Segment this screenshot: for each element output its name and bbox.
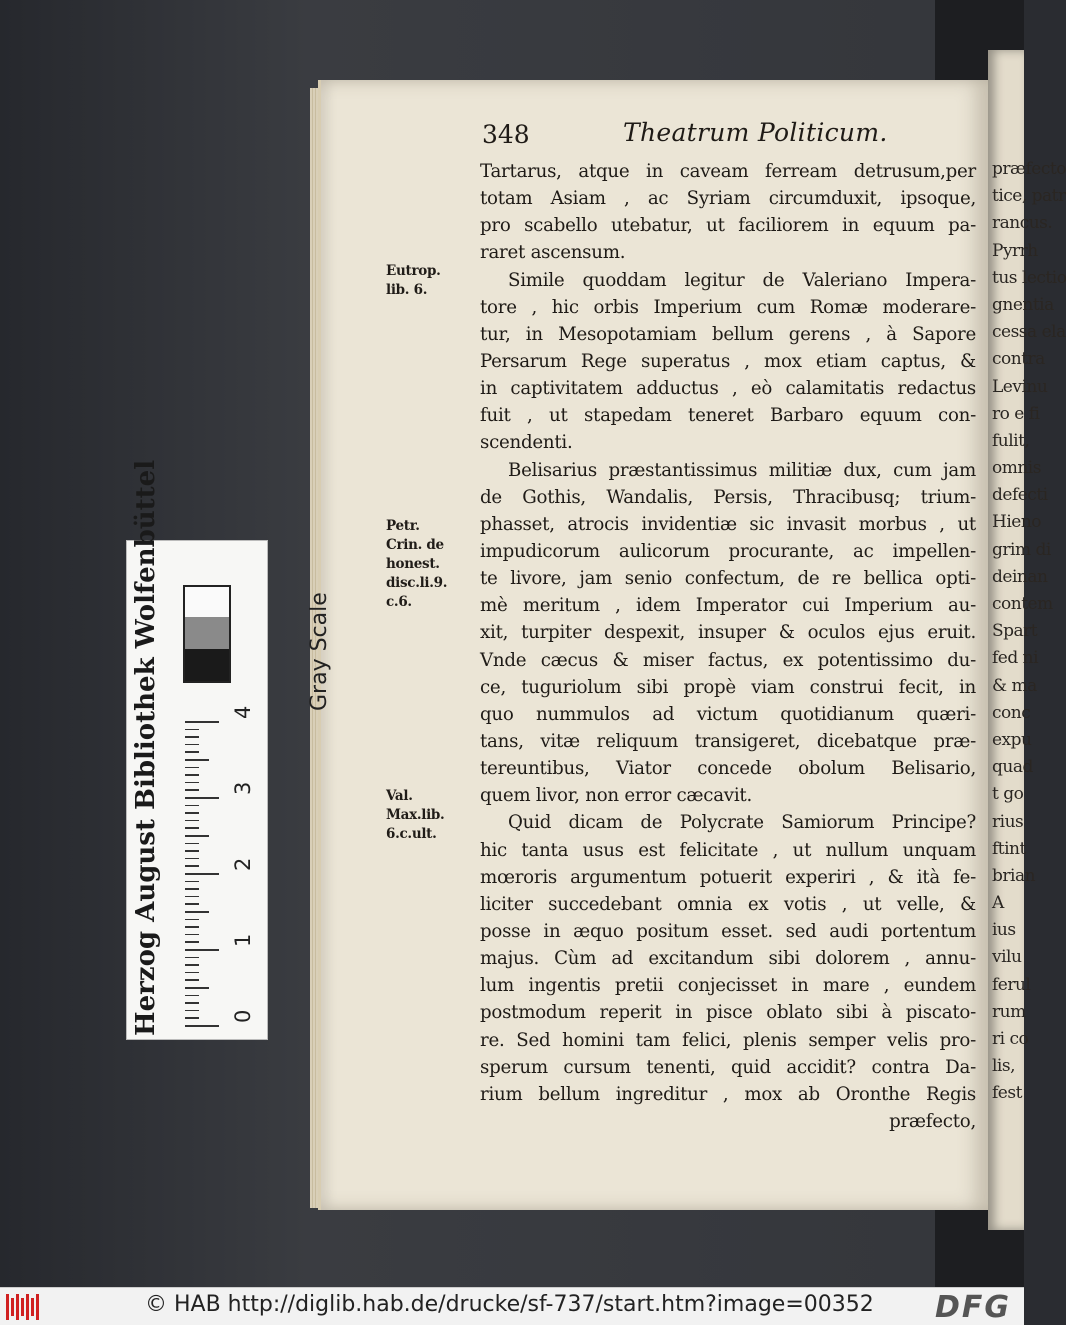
fragment-line: rancus. [992, 213, 1053, 234]
ruler-tick [185, 850, 199, 852]
marginal-line: lib. 6. [386, 282, 428, 298]
text-line: totam Asiam , ac Syriam circumduxit, ipsoque, [480, 188, 976, 210]
fragment-line: ri co [992, 1029, 1029, 1049]
fragment-line: A [992, 893, 1004, 914]
marginal-line: Val. [386, 788, 413, 804]
ruler-tick [185, 812, 199, 814]
text-line: tans, vitæ reliquum transigeret, dicebatque præ- [480, 730, 976, 752]
ruler-tick [185, 1017, 199, 1019]
marginal-line: 6.c.ult. [386, 826, 437, 842]
fragment-line: ferul [992, 974, 1031, 995]
fragment-line: ro e fi [992, 403, 1040, 424]
fragment-line: Spart [992, 621, 1038, 642]
ruler-tick [185, 782, 199, 784]
logo-bar [21, 1298, 24, 1316]
ruler-tick [185, 1010, 199, 1012]
ruler-tick [185, 789, 199, 791]
logo-bar [36, 1294, 39, 1320]
fragment-line: ftint [992, 838, 1026, 859]
text-line: tur, in Mesopotamiam bellum gerens , à Sapore [480, 323, 976, 345]
fragment-line: conc [992, 702, 1031, 723]
ruler-tick [185, 797, 219, 799]
fragment-line: expu [992, 729, 1032, 750]
fragment-line: ius [992, 920, 1016, 941]
dfg-logo: DFG [935, 1290, 1012, 1325]
fragment-line: gnentia [992, 294, 1054, 315]
fragment-line: brian [992, 865, 1036, 886]
text-line: impudicorum aulicorum procurante, ac impellen- [480, 540, 976, 562]
ruler-tick [185, 751, 199, 753]
ruler-tick [185, 881, 199, 883]
text-line: lum ingentis pretii conjecisset in mare , eundem [480, 975, 976, 997]
text-line: Quid dicam de Polycrate Samiorum Principe? [508, 812, 976, 834]
ruler-tick [185, 873, 219, 875]
fragment-line: contem [992, 594, 1053, 614]
ruler-tick [185, 865, 199, 867]
ruler-tick [185, 964, 199, 966]
ruler-number: 3 [231, 781, 255, 795]
text-line: Tartarus, atque in caveam ferream detrusum,per [480, 161, 976, 182]
text-line: tereuntibus, Viator concede obolum Belisario, [480, 758, 976, 780]
text-line: tore , hic orbis Imperium cum Romæ moderare- [480, 296, 976, 318]
text-line: hic tanta usus est felicitate , ut nullum unquam [480, 839, 976, 861]
marginal-line: disc.li.9. [386, 575, 448, 591]
fragment-line: Hieno [992, 512, 1042, 533]
ruler-tick [185, 941, 199, 943]
ruler-tick [185, 729, 199, 731]
ruler-number: 2 [231, 857, 255, 871]
fragment-line: cessa ela [992, 322, 1066, 343]
marginal-note-crinitus [386, 517, 478, 612]
hab-logo-icon [6, 1294, 42, 1320]
ruler-tick [185, 888, 199, 890]
fragment-line: præfecto [992, 159, 1066, 179]
fragment-line: t go [992, 784, 1024, 805]
ruler-tick [185, 1025, 219, 1027]
marginal-line: Crin. de [386, 537, 444, 553]
text-line: majus. Cùm ad excitandum sibi dolorem , annu- [480, 948, 976, 970]
logo-bar [6, 1294, 9, 1320]
marginal-note-eutropius [386, 262, 478, 300]
text-line: fuit , ut stapedam teneret Barbaro equum con- [480, 405, 976, 427]
gray-scale-ruler [126, 459, 332, 1040]
text-line: Persarum Rege superatus , mox etiam captus, & [480, 350, 976, 372]
marginal-line: Max.lib. [386, 807, 445, 823]
swatch-gray [185, 617, 229, 649]
fragment-line: rius [992, 811, 1024, 832]
ruler-number: 1 [231, 933, 255, 947]
next-page-fragments [988, 156, 1066, 1108]
text-line: raret ascensum. [480, 242, 626, 264]
ruler-number: 4 [231, 705, 255, 719]
text-line: Belisarius præstantissimus militiæ dux, cum jam [508, 459, 976, 481]
ruler-tick [185, 949, 219, 951]
text-line: Simile quoddam legitur de Valeriano Impera- [508, 269, 976, 291]
ruler-tick [185, 744, 199, 746]
ruler-tick [185, 911, 209, 913]
body-text [480, 158, 976, 1135]
ruler-tick [185, 1002, 199, 1004]
fragment-line: fulit, [992, 430, 1030, 451]
fragment-line: fest [992, 1083, 1022, 1104]
swatch-black [185, 649, 229, 681]
viewer-footer [0, 1287, 1024, 1325]
ruler-tick [185, 987, 209, 989]
fragment-line: grim di [992, 539, 1051, 560]
gray-swatches [183, 585, 231, 683]
logo-bar [11, 1298, 14, 1316]
ruler-tick [185, 972, 199, 974]
ruler-tick [185, 835, 209, 837]
text-line: quo nummulos ad victum quotidianum quæri- [480, 703, 976, 725]
gray-scale-label: Gray Scale [307, 592, 332, 711]
text-line: sperum cursum tenenti, quid accidit? contra Da- [480, 1056, 976, 1078]
fragment-line: rum [992, 1001, 1026, 1022]
fragment-line: vilu [992, 947, 1022, 968]
fragment-line: Pyrrh [992, 240, 1038, 261]
institution-name: Herzog August Bibliothek Wolfenbüttel [131, 459, 161, 1036]
fragment-line: omnis [992, 458, 1041, 479]
ruler-tick [185, 858, 199, 860]
text-line: scendenti. [480, 432, 573, 454]
ruler-tick [185, 896, 199, 898]
fragment-line: tus lectio [992, 267, 1066, 288]
ruler-tick [185, 934, 199, 936]
page-header [480, 118, 980, 154]
ruler-tick [185, 995, 199, 997]
fragment-line: defecti [992, 485, 1048, 506]
ruler-tick [185, 926, 199, 928]
logo-bar [26, 1294, 29, 1320]
fragment-line: tice, patr [992, 186, 1066, 207]
ruler-tick [185, 774, 199, 776]
ruler-tick [185, 767, 199, 769]
page-number: 348 [482, 120, 530, 149]
text-line: postmodum reperit in pisce oblato sibi à piscato- [480, 1002, 976, 1024]
text-line: re. Sed homini tam felici, plenis semper velis pro- [480, 1029, 976, 1051]
fragment-line: fed ni [992, 648, 1039, 669]
text-line: posse in æquo positum esset. sed audi portentum [480, 920, 976, 942]
next-page-strip [988, 50, 1066, 1230]
fragment-line: contra [992, 349, 1045, 370]
marginal-note-valerius [386, 787, 478, 844]
text-line: liciter succedebant omnia ex votis , ut velle, & [480, 893, 976, 915]
ruler-tick [185, 736, 199, 738]
text-line: quem livor, non error cæcavit. [480, 785, 752, 807]
running-title: Theatrum Politicum. [623, 118, 888, 147]
text-line: ce, tuguriolum sibi propè viam construi fecit, in [480, 676, 976, 698]
text-line: præfecto, [889, 1110, 976, 1132]
text-line: in captivitatem adductus , eò calamitatis redactus [480, 378, 976, 400]
ruler-tick [185, 759, 209, 761]
text-line: de Gothis, Wandalis, Persis, Thracibusq; trium- [480, 486, 976, 508]
copyright-url[interactable]: © HAB http://diglib.hab.de/drucke/sf-737/start.htm?image=00352 [145, 1292, 874, 1317]
fragment-line: quad [992, 757, 1033, 778]
fragment-line: & ma [992, 675, 1037, 696]
swatch-white [185, 587, 229, 617]
fragment-line: deinan [992, 566, 1048, 587]
text-line: mè meritum , idem Imperator cui Imperium au- [480, 595, 976, 617]
text-line: Vnde cæcus & miser factus, ex potentissimo du- [480, 649, 976, 671]
text-line: phasset, atrocis invidentiæ sic invasit morbus , ut [480, 513, 976, 535]
ruler-ticks [185, 721, 245, 1031]
ruler-tick [185, 979, 199, 981]
ruler-tick [185, 843, 199, 845]
logo-bar [16, 1294, 19, 1320]
ruler-tick [185, 721, 219, 723]
text-line: mœroris argumentum potuerit experiri , & ità fe- [480, 866, 976, 888]
ruler-tick [185, 919, 199, 921]
text-line: xit, turpiter despexit, insuper & oculos ejus eruit. [480, 622, 976, 644]
marginal-line: Petr. [386, 518, 420, 534]
text-line: te livore, jam senio confectum, de re bellica opti- [480, 568, 976, 590]
marginal-line: honest. [386, 556, 440, 572]
text-line: rium bellum ingreditur , mox ab Oronthe Regis [480, 1083, 976, 1105]
ruler-tick [185, 827, 199, 829]
marginal-line: c.6. [386, 594, 412, 610]
ruler-number: 0 [231, 1009, 255, 1023]
text-line: pro scabello utebatur, ut faciliorem in equum pa- [480, 215, 976, 237]
marginal-line: Eutrop. [386, 263, 441, 279]
fragment-line: Levinu [992, 376, 1048, 397]
ruler-tick [185, 957, 199, 959]
ruler-tick [185, 903, 199, 905]
logo-bar [31, 1298, 34, 1316]
ruler-tick [185, 805, 199, 807]
ruler-tick [185, 820, 199, 822]
fragment-line: lis, [992, 1056, 1016, 1077]
